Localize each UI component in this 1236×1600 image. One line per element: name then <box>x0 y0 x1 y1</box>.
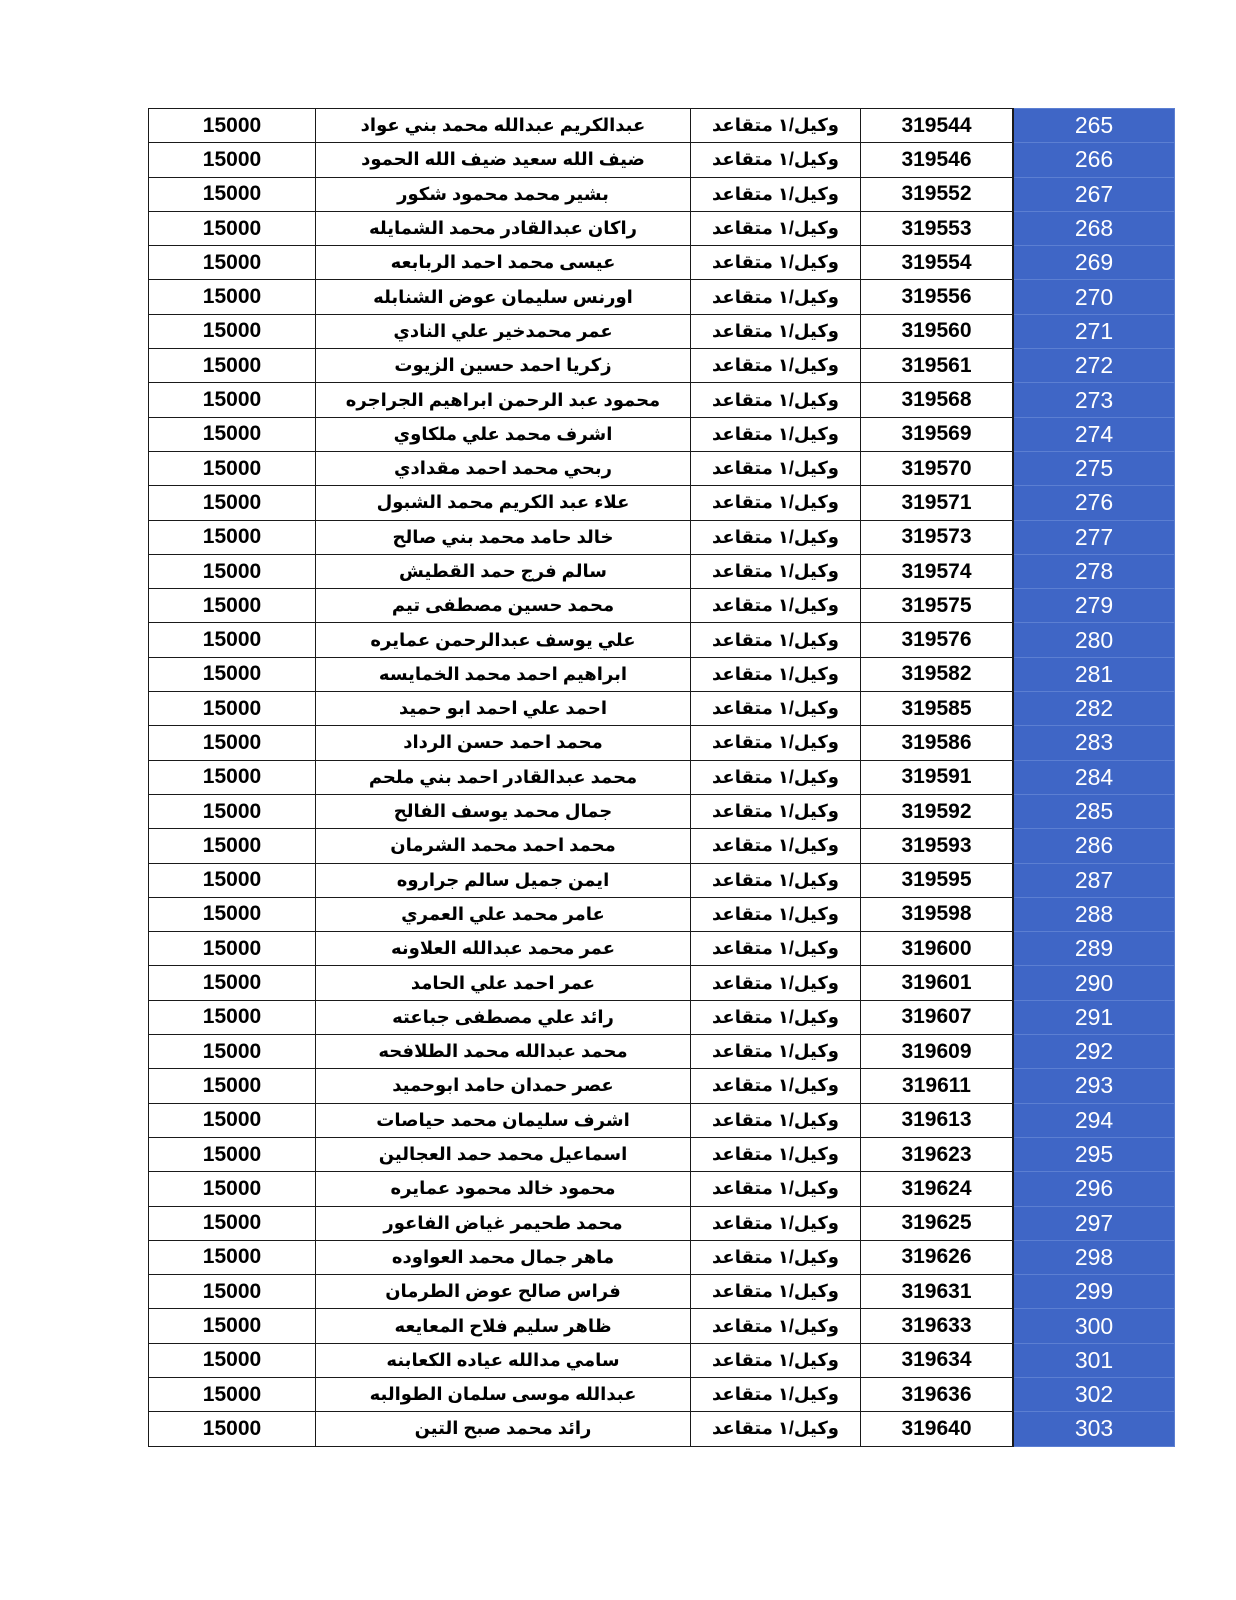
amount-cell: 15000 <box>149 1103 316 1137</box>
id-number-cell: 319613 <box>861 1103 1014 1137</box>
table-row <box>149 1240 1175 1274</box>
id-number-cell: 319623 <box>861 1137 1014 1171</box>
rank-status-cell: وكيل/١ متقاعد <box>691 623 861 657</box>
table-row <box>149 451 1175 485</box>
name-cell: عصر حمدان حامد ابوحميد <box>316 1069 691 1103</box>
table-row <box>149 520 1175 554</box>
id-number-cell: 319598 <box>861 897 1014 931</box>
name-cell: عامر محمد علي العمري <box>316 897 691 931</box>
table-row <box>149 1000 1175 1034</box>
rank-status-cell: وكيل/١ متقاعد <box>691 1035 861 1069</box>
amount-cell: 15000 <box>149 486 316 520</box>
rank-status-cell: وكيل/١ متقاعد <box>691 314 861 348</box>
table-row <box>149 280 1175 314</box>
amount-cell: 15000 <box>149 1172 316 1206</box>
table-row <box>149 109 1175 143</box>
name-cell: محمد احمد حسن الرداد <box>316 726 691 760</box>
sequence-number-cell: 283 <box>1013 726 1175 760</box>
table-row <box>149 863 1175 897</box>
id-number-cell: 319600 <box>861 932 1014 966</box>
name-cell: اشرف محمد علي ملكاوي <box>316 417 691 451</box>
id-number-cell: 319592 <box>861 794 1014 828</box>
table-row <box>149 486 1175 520</box>
rank-status-cell: وكيل/١ متقاعد <box>691 794 861 828</box>
name-cell: عيسى محمد احمد الربابعه <box>316 246 691 280</box>
amount-cell: 15000 <box>149 314 316 348</box>
id-number-cell: 319569 <box>861 417 1014 451</box>
rank-status-cell: وكيل/١ متقاعد <box>691 554 861 588</box>
rank-status-cell: وكيل/١ متقاعد <box>691 280 861 314</box>
table-row <box>149 1035 1175 1069</box>
table-row <box>149 1412 1175 1446</box>
amount-cell: 15000 <box>149 246 316 280</box>
id-number-cell: 319611 <box>861 1069 1014 1103</box>
name-cell: ابراهيم احمد محمد الخمايسه <box>316 657 691 691</box>
name-cell: ضيف الله سعيد ضيف الله الحمود <box>316 143 691 177</box>
id-number-cell: 319576 <box>861 623 1014 657</box>
table-row <box>149 1103 1175 1137</box>
id-number-cell: 319631 <box>861 1275 1014 1309</box>
name-cell: محمد حسين مصطفى تيم <box>316 589 691 623</box>
rank-status-cell: وكيل/١ متقاعد <box>691 726 861 760</box>
amount-cell: 15000 <box>149 1206 316 1240</box>
sequence-number-cell: 294 <box>1013 1103 1175 1137</box>
name-cell: عبدالكريم عبدالله محمد بني عواد <box>316 109 691 143</box>
name-cell: رائد علي مصطفى جباعته <box>316 1000 691 1034</box>
table-row <box>149 1275 1175 1309</box>
table-row <box>149 1137 1175 1171</box>
sequence-number-cell: 287 <box>1013 863 1175 897</box>
name-cell: ربحي محمد احمد مقدادي <box>316 451 691 485</box>
amount-cell: 15000 <box>149 1309 316 1343</box>
sequence-number-cell: 266 <box>1013 143 1175 177</box>
amount-cell: 15000 <box>149 1275 316 1309</box>
id-number-cell: 319626 <box>861 1240 1014 1274</box>
table-row <box>149 657 1175 691</box>
sequence-number-cell: 268 <box>1013 211 1175 245</box>
table-row <box>149 692 1175 726</box>
name-cell: جمال محمد يوسف الفالح <box>316 794 691 828</box>
table-row <box>149 246 1175 280</box>
table-row <box>149 211 1175 245</box>
sequence-number-cell: 270 <box>1013 280 1175 314</box>
sequence-number-cell: 293 <box>1013 1069 1175 1103</box>
name-cell: محمد عبدالله محمد الطلافحه <box>316 1035 691 1069</box>
name-cell: علي يوسف عبدالرحمن عمايره <box>316 623 691 657</box>
rank-status-cell: وكيل/١ متقاعد <box>691 1412 861 1446</box>
rank-status-cell: وكيل/١ متقاعد <box>691 451 861 485</box>
sequence-number-cell: 303 <box>1013 1412 1175 1446</box>
id-number-cell: 319575 <box>861 589 1014 623</box>
amount-cell: 15000 <box>149 1343 316 1377</box>
rank-status-cell: وكيل/١ متقاعد <box>691 692 861 726</box>
name-cell: عمر محمد عبدالله العلاونه <box>316 932 691 966</box>
amount-cell: 15000 <box>149 863 316 897</box>
name-cell: علاء عبد الكريم محمد الشبول <box>316 486 691 520</box>
id-number-cell: 319636 <box>861 1377 1014 1411</box>
rank-status-cell: وكيل/١ متقاعد <box>691 932 861 966</box>
amount-cell: 15000 <box>149 109 316 143</box>
rank-status-cell: وكيل/١ متقاعد <box>691 760 861 794</box>
name-cell: راكان عبدالقادر محمد الشمايله <box>316 211 691 245</box>
sequence-number-cell: 285 <box>1013 794 1175 828</box>
rank-status-cell: وكيل/١ متقاعد <box>691 349 861 383</box>
id-number-cell: 319554 <box>861 246 1014 280</box>
amount-cell: 15000 <box>149 794 316 828</box>
table-row <box>149 1343 1175 1377</box>
name-cell: ظاهر سليم فلاح المعايعه <box>316 1309 691 1343</box>
amount-cell: 15000 <box>149 829 316 863</box>
id-number-cell: 319607 <box>861 1000 1014 1034</box>
name-cell: احمد علي احمد ابو حميد <box>316 692 691 726</box>
sequence-number-cell: 290 <box>1013 966 1175 1000</box>
table-row <box>149 726 1175 760</box>
amount-cell: 15000 <box>149 383 316 417</box>
table-row <box>149 1377 1175 1411</box>
sequence-number-cell: 269 <box>1013 246 1175 280</box>
name-cell: اسماعيل محمد حمد العجالين <box>316 1137 691 1171</box>
sequence-number-cell: 302 <box>1013 1377 1175 1411</box>
sequence-number-cell: 301 <box>1013 1343 1175 1377</box>
sequence-number-cell: 298 <box>1013 1240 1175 1274</box>
rank-status-cell: وكيل/١ متقاعد <box>691 897 861 931</box>
sequence-number-cell: 289 <box>1013 932 1175 966</box>
rank-status-cell: وكيل/١ متقاعد <box>691 966 861 1000</box>
sequence-number-cell: 276 <box>1013 486 1175 520</box>
id-number-cell: 319553 <box>861 211 1014 245</box>
id-number-cell: 319591 <box>861 760 1014 794</box>
table-row <box>149 349 1175 383</box>
id-number-cell: 319582 <box>861 657 1014 691</box>
amount-cell: 15000 <box>149 966 316 1000</box>
sequence-number-cell: 284 <box>1013 760 1175 794</box>
id-number-cell: 319556 <box>861 280 1014 314</box>
amount-cell: 15000 <box>149 726 316 760</box>
rank-status-cell: وكيل/١ متقاعد <box>691 383 861 417</box>
amount-cell: 15000 <box>149 520 316 554</box>
sequence-number-cell: 277 <box>1013 520 1175 554</box>
sequence-number-cell: 278 <box>1013 554 1175 588</box>
rank-status-cell: وكيل/١ متقاعد <box>691 143 861 177</box>
rank-status-cell: وكيل/١ متقاعد <box>691 1309 861 1343</box>
rank-status-cell: وكيل/١ متقاعد <box>691 1377 861 1411</box>
rank-status-cell: وكيل/١ متقاعد <box>691 1137 861 1171</box>
amount-cell: 15000 <box>149 623 316 657</box>
id-number-cell: 319595 <box>861 863 1014 897</box>
sequence-number-cell: 282 <box>1013 692 1175 726</box>
amount-cell: 15000 <box>149 1000 316 1034</box>
rank-status-cell: وكيل/١ متقاعد <box>691 1275 861 1309</box>
name-cell: اورنس سليمان عوض الشنابله <box>316 280 691 314</box>
name-cell: ماهر جمال محمد العواوده <box>316 1240 691 1274</box>
table-row <box>149 177 1175 211</box>
id-number-cell: 319573 <box>861 520 1014 554</box>
amount-cell: 15000 <box>149 211 316 245</box>
table-row <box>149 794 1175 828</box>
amount-cell: 15000 <box>149 451 316 485</box>
amount-cell: 15000 <box>149 589 316 623</box>
name-cell: محمد احمد محمد الشرمان <box>316 829 691 863</box>
id-number-cell: 319624 <box>861 1172 1014 1206</box>
id-number-cell: 319633 <box>861 1309 1014 1343</box>
id-number-cell: 319574 <box>861 554 1014 588</box>
amount-cell: 15000 <box>149 554 316 588</box>
rank-status-cell: وكيل/١ متقاعد <box>691 246 861 280</box>
rank-status-cell: وكيل/١ متقاعد <box>691 863 861 897</box>
sequence-number-cell: 279 <box>1013 589 1175 623</box>
amount-cell: 15000 <box>149 1240 316 1274</box>
amount-cell: 15000 <box>149 692 316 726</box>
table-row <box>149 829 1175 863</box>
sequence-number-cell: 265 <box>1013 109 1175 143</box>
table-row <box>149 589 1175 623</box>
rank-status-cell: وكيل/١ متقاعد <box>691 486 861 520</box>
id-number-cell: 319546 <box>861 143 1014 177</box>
table-body <box>149 109 1175 1447</box>
name-cell: بشير محمد محمود شكور <box>316 177 691 211</box>
name-cell: عمر احمد علي الحامد <box>316 966 691 1000</box>
table-row <box>149 932 1175 966</box>
sequence-number-cell: 267 <box>1013 177 1175 211</box>
rank-status-cell: وكيل/١ متقاعد <box>691 1206 861 1240</box>
sequence-number-cell: 271 <box>1013 314 1175 348</box>
id-number-cell: 319560 <box>861 314 1014 348</box>
name-cell: اشرف سليمان محمد حياصات <box>316 1103 691 1137</box>
personnel-table <box>148 108 1175 1447</box>
sequence-number-cell: 288 <box>1013 897 1175 931</box>
rank-status-cell: وكيل/١ متقاعد <box>691 177 861 211</box>
rank-status-cell: وكيل/١ متقاعد <box>691 829 861 863</box>
sequence-number-cell: 273 <box>1013 383 1175 417</box>
id-number-cell: 319586 <box>861 726 1014 760</box>
sequence-number-cell: 272 <box>1013 349 1175 383</box>
sequence-number-cell: 299 <box>1013 1275 1175 1309</box>
id-number-cell: 319570 <box>861 451 1014 485</box>
amount-cell: 15000 <box>149 1137 316 1171</box>
sequence-number-cell: 280 <box>1013 623 1175 657</box>
amount-cell: 15000 <box>149 657 316 691</box>
table-row <box>149 1309 1175 1343</box>
table-row <box>149 966 1175 1000</box>
table-row <box>149 554 1175 588</box>
table-row <box>149 897 1175 931</box>
amount-cell: 15000 <box>149 897 316 931</box>
rank-status-cell: وكيل/١ متقاعد <box>691 657 861 691</box>
id-number-cell: 319609 <box>861 1035 1014 1069</box>
name-cell: زكريا احمد حسين الزيوت <box>316 349 691 383</box>
rank-status-cell: وكيل/١ متقاعد <box>691 1103 861 1137</box>
id-number-cell: 319634 <box>861 1343 1014 1377</box>
sequence-number-cell: 275 <box>1013 451 1175 485</box>
rank-status-cell: وكيل/١ متقاعد <box>691 589 861 623</box>
name-cell: محمود خالد محمود عمايره <box>316 1172 691 1206</box>
rank-status-cell: وكيل/١ متقاعد <box>691 109 861 143</box>
rank-status-cell: وكيل/١ متقاعد <box>691 1240 861 1274</box>
sequence-number-cell: 300 <box>1013 1309 1175 1343</box>
rank-status-cell: وكيل/١ متقاعد <box>691 1172 861 1206</box>
name-cell: خالد حامد محمد بني صالح <box>316 520 691 554</box>
sequence-number-cell: 281 <box>1013 657 1175 691</box>
sequence-number-cell: 274 <box>1013 417 1175 451</box>
id-number-cell: 319552 <box>861 177 1014 211</box>
name-cell: عمر محمدخير علي النادي <box>316 314 691 348</box>
amount-cell: 15000 <box>149 280 316 314</box>
sequence-number-cell: 295 <box>1013 1137 1175 1171</box>
id-number-cell: 319571 <box>861 486 1014 520</box>
sequence-number-cell: 286 <box>1013 829 1175 863</box>
id-number-cell: 319640 <box>861 1412 1014 1446</box>
rank-status-cell: وكيل/١ متقاعد <box>691 211 861 245</box>
rank-status-cell: وكيل/١ متقاعد <box>691 417 861 451</box>
table-row <box>149 417 1175 451</box>
name-cell: محمود عبد الرحمن ابراهيم الجراجره <box>316 383 691 417</box>
amount-cell: 15000 <box>149 1035 316 1069</box>
id-number-cell: 319568 <box>861 383 1014 417</box>
id-number-cell: 319585 <box>861 692 1014 726</box>
amount-cell: 15000 <box>149 1412 316 1446</box>
name-cell: عبدالله موسى سلمان الطوالبه <box>316 1377 691 1411</box>
name-cell: ايمن جميل سالم جراروه <box>316 863 691 897</box>
amount-cell: 15000 <box>149 177 316 211</box>
name-cell: رائد محمد صبح التين <box>316 1412 691 1446</box>
name-cell: فراس صالح عوض الطرمان <box>316 1275 691 1309</box>
table-row <box>149 314 1175 348</box>
name-cell: محمد طحيمر غياض الفاعور <box>316 1206 691 1240</box>
sequence-number-cell: 296 <box>1013 1172 1175 1206</box>
id-number-cell: 319601 <box>861 966 1014 1000</box>
sequence-number-cell: 297 <box>1013 1206 1175 1240</box>
table-row <box>149 760 1175 794</box>
table-row <box>149 1206 1175 1240</box>
id-number-cell: 319593 <box>861 829 1014 863</box>
rank-status-cell: وكيل/١ متقاعد <box>691 1000 861 1034</box>
rank-status-cell: وكيل/١ متقاعد <box>691 1069 861 1103</box>
table-row <box>149 1172 1175 1206</box>
rank-status-cell: وكيل/١ متقاعد <box>691 520 861 554</box>
id-number-cell: 319544 <box>861 109 1014 143</box>
sequence-number-cell: 292 <box>1013 1035 1175 1069</box>
table-row <box>149 1069 1175 1103</box>
rank-status-cell: وكيل/١ متقاعد <box>691 1343 861 1377</box>
amount-cell: 15000 <box>149 349 316 383</box>
amount-cell: 15000 <box>149 760 316 794</box>
amount-cell: 15000 <box>149 1069 316 1103</box>
name-cell: سالم فرج حمد القطيش <box>316 554 691 588</box>
name-cell: محمد عبدالقادر احمد بني ملحم <box>316 760 691 794</box>
amount-cell: 15000 <box>149 1377 316 1411</box>
amount-cell: 15000 <box>149 143 316 177</box>
id-number-cell: 319625 <box>861 1206 1014 1240</box>
id-number-cell: 319561 <box>861 349 1014 383</box>
table-row <box>149 383 1175 417</box>
table-row <box>149 623 1175 657</box>
amount-cell: 15000 <box>149 417 316 451</box>
table-row <box>149 143 1175 177</box>
amount-cell: 15000 <box>149 932 316 966</box>
name-cell: سامي مدالله عياده الكعابنه <box>316 1343 691 1377</box>
sequence-number-cell: 291 <box>1013 1000 1175 1034</box>
